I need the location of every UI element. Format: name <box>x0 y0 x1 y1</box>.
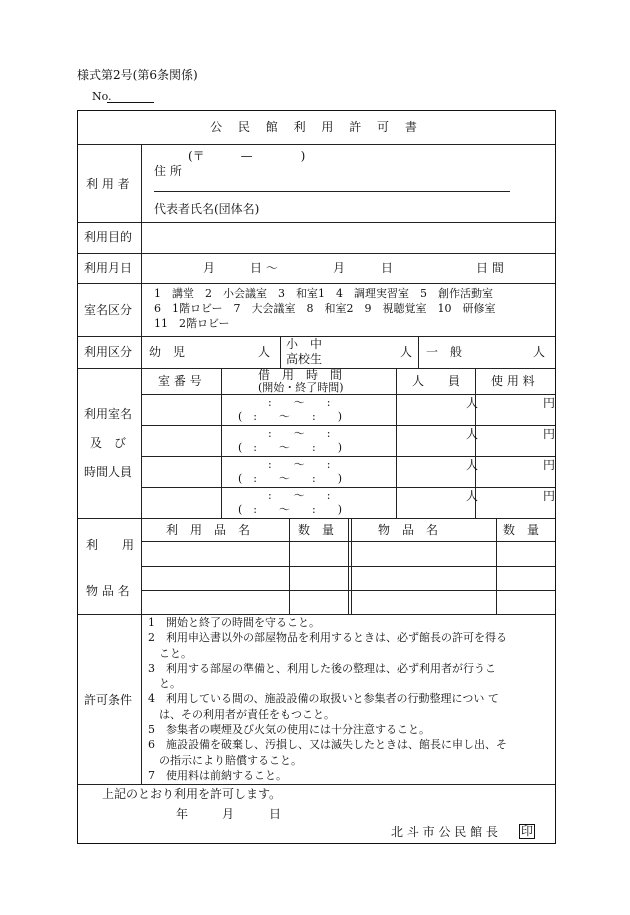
time-start-end-2[interactable]: : 〜 : <box>268 427 331 440</box>
elementary-middle-label: 小 中 <box>286 337 323 351</box>
infant-label: 幼 児 <box>149 345 186 359</box>
usage-category-label: 利用区分 <box>84 345 133 359</box>
user-label: 利 用 者 <box>86 177 130 191</box>
item-name-header-1: 利 用 品 名 <box>166 523 251 537</box>
items-label-2: 物 品 名 <box>86 584 130 598</box>
form-title: 公 民 館 利 用 許 可 書 <box>210 120 423 134</box>
time-actual-1[interactable]: ( : 〜 : ) <box>238 410 342 423</box>
student-count-unit: 人 <box>400 345 413 359</box>
time-actual-4[interactable]: ( : 〜 : ) <box>238 503 342 516</box>
condition-line: は、その利用者が責任をもつこと。 <box>148 707 335 721</box>
items-label-1: 利 用 <box>86 538 135 552</box>
date-day-2: 日 <box>381 261 394 275</box>
rooms-time-label-3: 時間人員 <box>84 465 133 479</box>
room-number-header: 室 番 号 <box>158 374 202 388</box>
no-field[interactable] <box>107 102 154 103</box>
time-header: 借 用 時 間 <box>258 368 343 382</box>
condition-line: 6 施設設備を破棄し、汚損し、又は滅失したときは、館長に申し出、そ <box>148 738 507 752</box>
condition-line: こと。 <box>148 646 192 660</box>
fee-unit-3: 円 <box>543 458 556 472</box>
address-label: 住 所 <box>154 164 182 178</box>
purpose-label: 利用目的 <box>84 230 133 244</box>
time-subheader: (開始・終了時間) <box>258 381 344 394</box>
fee-header: 使 用 料 <box>491 374 535 388</box>
time-start-end-1[interactable]: : 〜 : <box>268 396 331 409</box>
general-label: 一 般 <box>426 345 463 359</box>
condition-line: と。 <box>148 677 181 691</box>
room-category-label: 室名区分 <box>84 303 133 317</box>
date-day-1: 日 〜 <box>250 261 278 275</box>
condition-line: 7 使用料は前納すること。 <box>148 768 287 782</box>
condition-line: 1 開始と終了の時間を守ること。 <box>148 616 320 629</box>
seal-text: 印 <box>521 824 534 838</box>
fee-unit-4: 円 <box>543 489 556 503</box>
rooms-time-label-2: 及 び <box>90 436 127 450</box>
room-category-line-2: 6 1階ロビー 7 大会議室 8 和室2 9 視聴覚室 10 研修室 <box>154 302 496 315</box>
date-month-1: 月 <box>203 261 216 275</box>
room-category-line-1: 1 講堂 2 小会議室 3 和室1 4 調理実習室 5 創作活動室 <box>154 287 493 300</box>
condition-line: の指示により賠償すること。 <box>148 753 302 767</box>
permit-day-label: 日 <box>269 807 282 821</box>
permit-form <box>77 110 556 844</box>
address-field-line[interactable] <box>154 191 510 192</box>
infant-count-unit: 人 <box>258 345 271 359</box>
people-unit-3: 人 <box>466 458 479 472</box>
condition-line: 5 参集者の喫煙及び火気の使用には十分注意すること。 <box>148 723 430 737</box>
rooms-time-label-1: 利用室名 <box>84 407 133 421</box>
conditions-label: 許可条件 <box>84 693 133 707</box>
postal-code-field[interactable]: (〒 — ) <box>188 149 306 163</box>
item-qty-header-1: 数 量 <box>298 523 335 537</box>
high-school-label: 高校生 <box>286 352 323 366</box>
item-name-header-2: 物 品 名 <box>378 523 439 537</box>
purpose-field[interactable] <box>144 224 552 251</box>
room-category-line-3: 11 2階ロビー <box>154 317 230 330</box>
representative-name-label: 代表者氏名(団体名) <box>154 202 260 216</box>
conditions-list <box>148 615 553 783</box>
fee-unit-2: 円 <box>543 427 556 441</box>
general-count-unit: 人 <box>533 345 546 359</box>
permit-month-label: 月 <box>222 807 235 821</box>
permit-statement: 上記のとおり利用を許可します。 <box>102 787 282 801</box>
item-qty-header-2: 数 量 <box>503 523 540 537</box>
time-actual-3[interactable]: ( : 〜 : ) <box>238 472 342 485</box>
time-actual-2[interactable]: ( : 〜 : ) <box>238 441 342 454</box>
condition-line: 2 利用申込書以外の部屋物品を利用するときは、必ず館長の許可を得る <box>148 631 507 645</box>
date-month-2: 月 <box>333 261 346 275</box>
no-label: No. <box>92 90 112 103</box>
people-unit-4: 人 <box>466 489 479 503</box>
fee-unit-1: 円 <box>543 396 556 410</box>
people-unit-2: 人 <box>466 427 479 441</box>
time-start-end-4[interactable]: : 〜 : <box>268 489 331 502</box>
form-number-label: 様式第2号(第6条関係) <box>77 68 198 82</box>
seal-mark <box>519 824 535 839</box>
condition-line: 4 利用している間の、施設設備の取扱いと参集者の行動整理につい て <box>148 692 499 706</box>
permit-year-label: 年 <box>176 807 189 821</box>
date-label: 利用月日 <box>84 261 133 275</box>
date-duration: 日 間 <box>476 261 504 275</box>
people-header: 人 員 <box>412 374 461 388</box>
time-start-end-3[interactable]: : 〜 : <box>268 458 331 471</box>
issuer-name: 北 斗 市 公 民 館 長 <box>391 825 498 839</box>
people-unit-1: 人 <box>466 396 479 410</box>
condition-line: 3 利用する部屋の準備と、利用した後の整理は、必ず利用者が行うこ <box>148 661 496 675</box>
